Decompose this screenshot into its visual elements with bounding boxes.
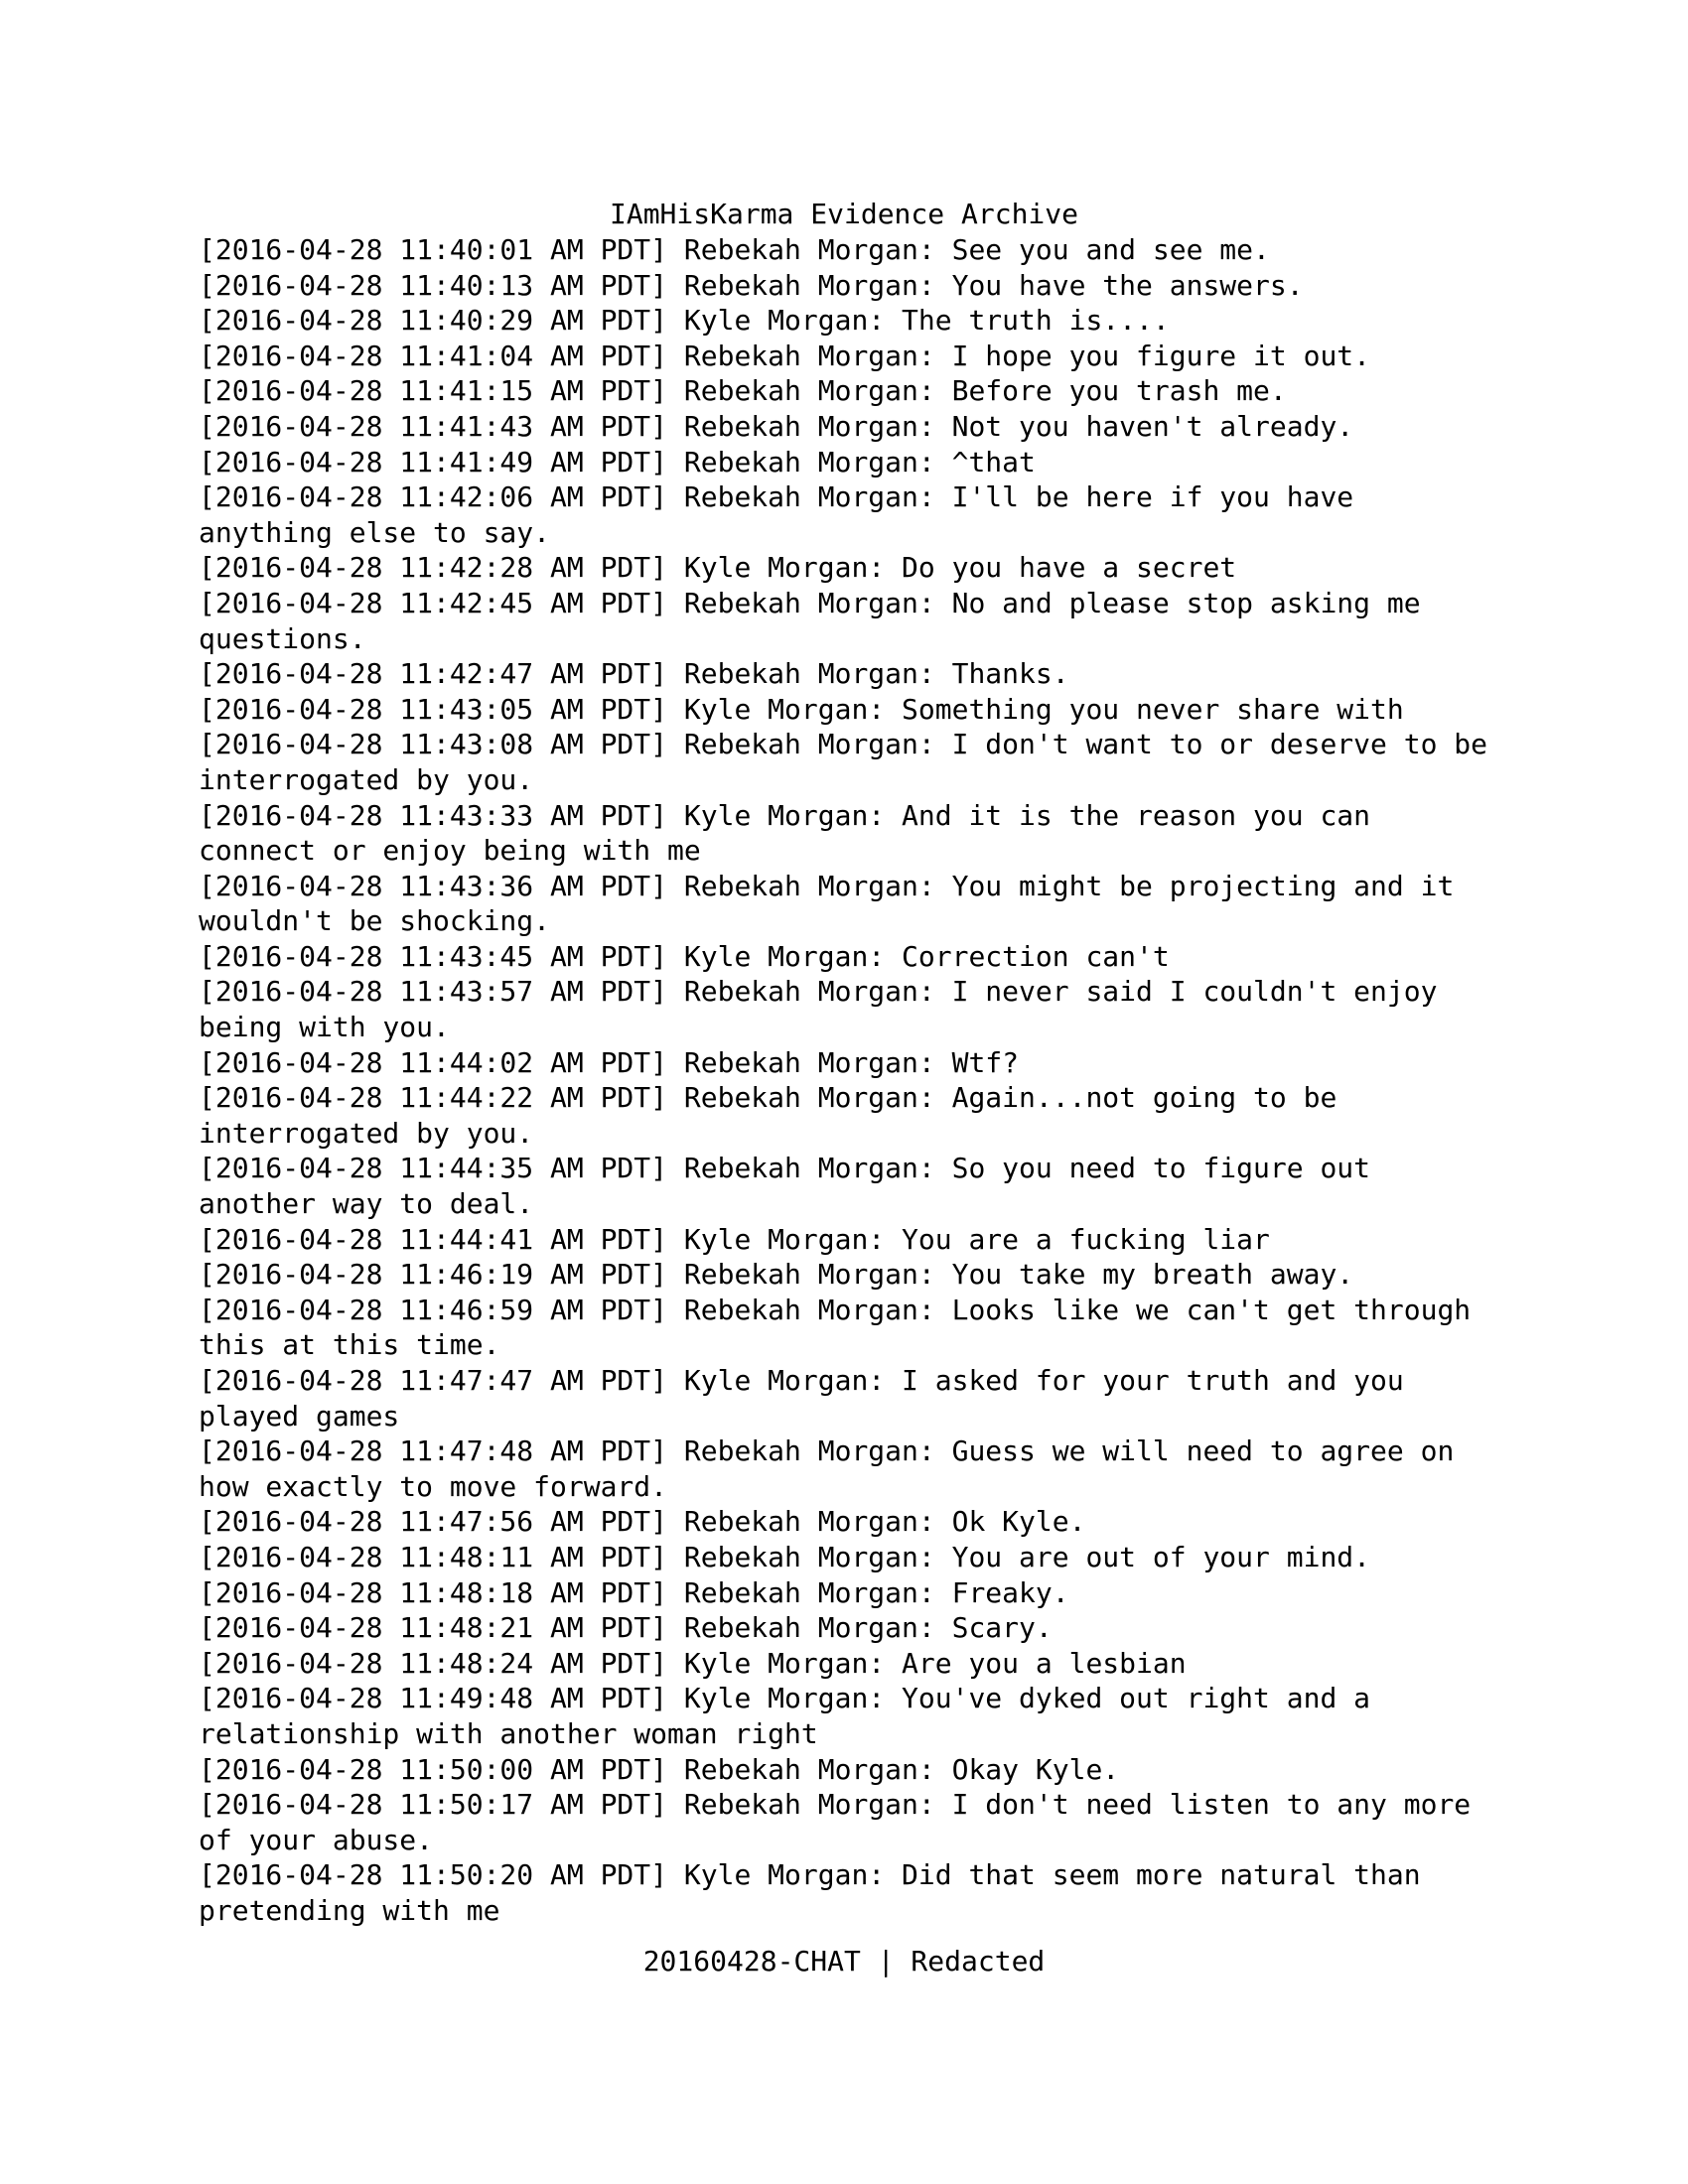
- chat-line: [2016-04-28 11:50:17 AM PDT] Rebekah Morgan: I don't need listen to any more: [199, 1788, 1472, 1822]
- chat-line: [2016-04-28 11:46:59 AM PDT] Rebekah Morgan: Looks like we can't get through: [199, 1293, 1472, 1326]
- chat-line: [2016-04-28 11:48:18 AM PDT] Rebekah Morgan: Freaky.: [199, 1575, 1069, 1609]
- chat-line: [2016-04-28 11:44:35 AM PDT] Rebekah Morgan: So you need to figure out: [199, 1152, 1371, 1185]
- chat-line: [2016-04-28 11:50:20 AM PDT] Kyle Morgan: Did that seem more natural than: [199, 1858, 1421, 1892]
- chat-line: [2016-04-28 11:43:57 AM PDT] Rebekah Morgan: I never said I couldn't enjoy: [199, 975, 1438, 1009]
- chat-line: interrogated by you.: [199, 1116, 534, 1150]
- chat-line: [2016-04-28 11:44:22 AM PDT] Rebekah Morgan: Again...not going to be: [199, 1081, 1337, 1115]
- chat-line: [2016-04-28 11:43:45 AM PDT] Kyle Morgan: Correction can't: [199, 939, 1170, 973]
- chat-line: how exactly to move forward.: [199, 1469, 668, 1503]
- chat-line: of your abuse.: [199, 1823, 434, 1856]
- chat-line: relationship with another woman right: [199, 1716, 818, 1750]
- chat-line: [2016-04-28 11:43:08 AM PDT] Rebekah Morgan: I don't want to or deserve to be: [199, 728, 1488, 761]
- chat-line: [2016-04-28 11:40:29 AM PDT] Kyle Morgan: The truth is....: [199, 304, 1170, 338]
- chat-line: [2016-04-28 11:48:24 AM PDT] Kyle Morgan: Are you a lesbian: [199, 1646, 1187, 1680]
- chat-line: wouldn't be shocking.: [199, 904, 551, 938]
- chat-line: [2016-04-28 11:44:02 AM PDT] Rebekah Morgan: Wtf?: [199, 1045, 1020, 1079]
- chat-line: another way to deal.: [199, 1187, 534, 1221]
- chat-line: anything else to say.: [199, 515, 551, 549]
- chat-line: [2016-04-28 11:43:05 AM PDT] Kyle Morgan: Something you never share with: [199, 692, 1404, 726]
- chat-line: [2016-04-28 11:40:13 AM PDT] Rebekah Morgan: You have the answers.: [199, 268, 1304, 302]
- page-footer: 20160428-CHAT | Redacted: [642, 1945, 1046, 1978]
- chat-line: [2016-04-28 11:48:11 AM PDT] Rebekah Morgan: You are out of your mind.: [199, 1540, 1371, 1573]
- chat-line: [2016-04-28 11:42:06 AM PDT] Rebekah Morgan: I'll be here if you have: [199, 480, 1354, 514]
- chat-line: [2016-04-28 11:41:49 AM PDT] Rebekah Morgan: ^that: [199, 445, 1036, 478]
- chat-line: questions.: [199, 621, 366, 655]
- chat-line: [2016-04-28 11:43:33 AM PDT] Kyle Morgan: And it is the reason you can: [199, 798, 1371, 832]
- page-header-title: IAmHisKarma Evidence Archive: [609, 198, 1078, 230]
- chat-line: [2016-04-28 11:41:43 AM PDT] Rebekah Morgan: Not you haven't already.: [199, 409, 1354, 443]
- chat-line: [2016-04-28 11:44:41 AM PDT] Kyle Morgan: You are a fucking liar: [199, 1222, 1270, 1256]
- chat-line: [2016-04-28 11:40:01 AM PDT] Rebekah Morgan: See you and see me.: [199, 233, 1270, 266]
- chat-line: interrogated by you.: [199, 762, 534, 796]
- chat-line: [2016-04-28 11:48:21 AM PDT] Rebekah Morgan: Scary.: [199, 1611, 1053, 1645]
- chat-line: pretending with me: [199, 1893, 500, 1927]
- chat-line: [2016-04-28 11:47:48 AM PDT] Rebekah Morgan: Guess we will need to agree on: [199, 1434, 1455, 1468]
- chat-line: this at this time.: [199, 1328, 500, 1362]
- chat-line: [2016-04-28 11:43:36 AM PDT] Rebekah Morgan: You might be projecting and it: [199, 869, 1455, 902]
- chat-line: [2016-04-28 11:42:45 AM PDT] Rebekah Morgan: No and please stop asking me: [199, 586, 1421, 619]
- chat-line: [2016-04-28 11:49:48 AM PDT] Kyle Morgan: You've dyked out right and a: [199, 1682, 1371, 1715]
- chat-line: [2016-04-28 11:42:47 AM PDT] Rebekah Morgan: Thanks.: [199, 657, 1069, 691]
- chat-line: [2016-04-28 11:47:47 AM PDT] Kyle Morgan: I asked for your truth and you: [199, 1364, 1404, 1397]
- chat-line: [2016-04-28 11:47:56 AM PDT] Rebekah Morgan: Ok Kyle.: [199, 1505, 1086, 1539]
- chat-line: being with you.: [199, 1011, 450, 1044]
- chat-log: [199, 232, 1539, 1929]
- chat-line: played games: [199, 1399, 400, 1433]
- chat-line: [2016-04-28 11:42:28 AM PDT] Kyle Morgan: Do you have a secret: [199, 551, 1237, 585]
- chat-line: connect or enjoy being with me: [199, 834, 701, 868]
- chat-line: [2016-04-28 11:50:00 AM PDT] Rebekah Morgan: Okay Kyle.: [199, 1752, 1120, 1786]
- chat-line: [2016-04-28 11:46:19 AM PDT] Rebekah Morgan: You take my breath away.: [199, 1258, 1354, 1292]
- chat-line: [2016-04-28 11:41:15 AM PDT] Rebekah Morgan: Before you trash me.: [199, 374, 1287, 408]
- chat-line: [2016-04-28 11:41:04 AM PDT] Rebekah Morgan: I hope you figure it out.: [199, 339, 1371, 372]
